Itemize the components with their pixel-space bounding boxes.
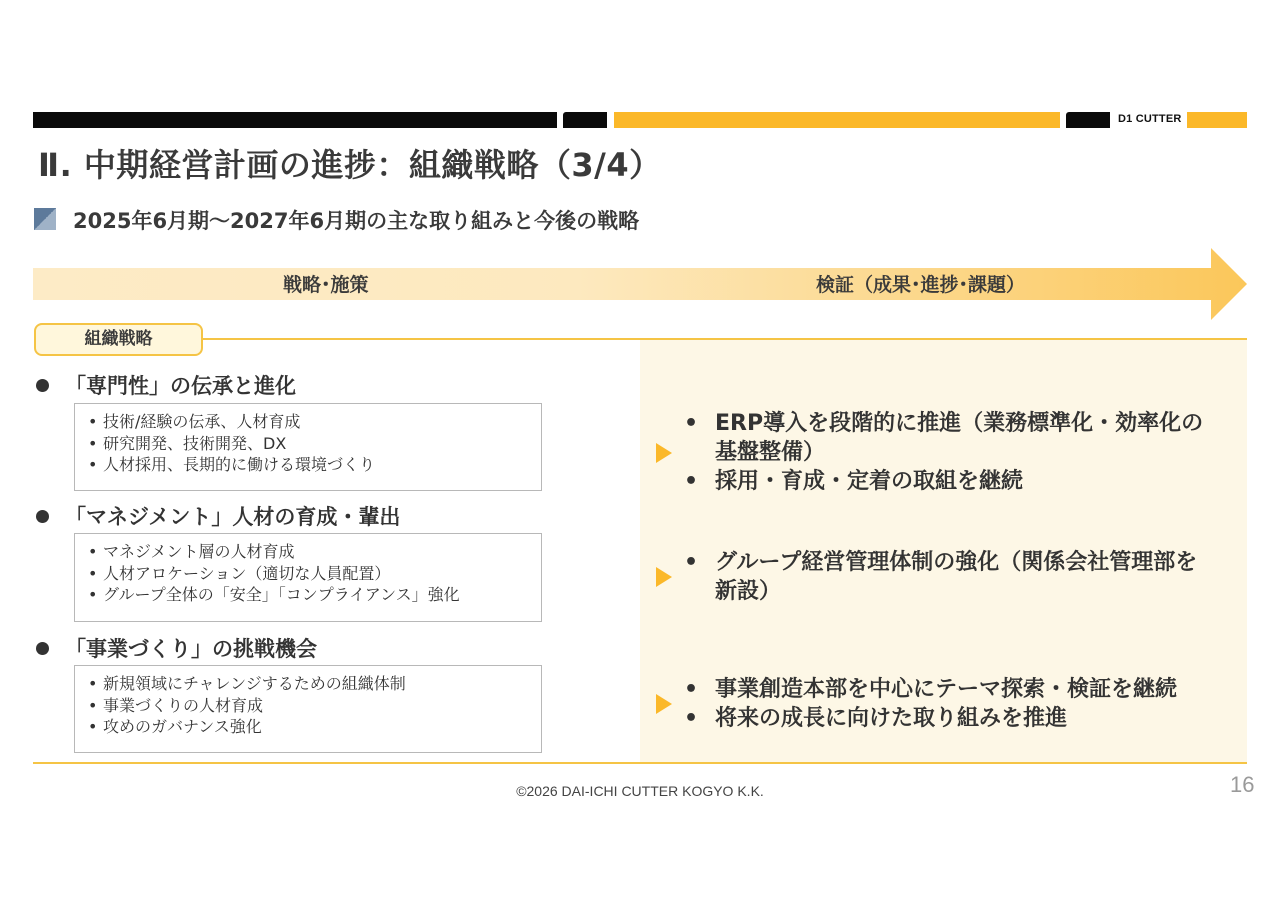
square-bullet-icon	[34, 208, 56, 230]
verification-group	[656, 672, 1241, 736]
triangle-pointer-icon	[656, 443, 672, 463]
list-item: • 攻めのガバナンス強化	[85, 716, 531, 738]
header-bar-yellow-segment	[614, 112, 1060, 128]
list-item: • グループ経営管理体制の強化（関係会社管理部を新設）	[684, 548, 1199, 606]
list-item: • マネジメント層の人材育成	[85, 541, 531, 563]
header-bar-black-segment	[33, 112, 557, 128]
verification-group	[656, 400, 1241, 505]
list-item: • 事業創造本部を中心にテーマ探索・検証を継続	[684, 675, 1241, 704]
header-bar-black-segment	[1066, 112, 1110, 128]
list-item: • ERP導入を段階的に推進（業務標準化・効率化の基盤整備）	[684, 409, 1204, 467]
list-item: • 将来の成長に向けた取り組みを推進	[684, 704, 1241, 733]
section-tag: 組織戦略	[34, 323, 203, 356]
list-item: • 人材アロケーション（適切な人員配置）	[85, 563, 531, 585]
strategy-heading-text: 「専門性」の伝承と進化	[65, 374, 296, 398]
page-number: 16	[1230, 772, 1255, 797]
verification-list	[684, 548, 1199, 606]
verification-list	[684, 409, 1204, 496]
list-item: • 研究開発、技術開発、DX	[85, 433, 531, 455]
list-item: • 技術/経験の伝承、人材育成	[85, 411, 531, 433]
company-logo: D1 CUTTER	[1118, 113, 1182, 125]
strategy-column-label: 戦略･施策	[283, 274, 369, 296]
page-subtitle: 2025年6月期～2027年6月期の主な取り組みと今後の戦略	[73, 209, 640, 233]
strategy-heading	[36, 633, 317, 663]
verification-group	[656, 542, 1241, 612]
progress-arrow-banner	[33, 248, 1247, 320]
list-item: • 人材採用、長期的に働ける環境づくり	[85, 454, 531, 476]
verification-list	[684, 675, 1241, 733]
strategy-detail-box	[74, 665, 542, 753]
bullet-dot-icon	[36, 379, 49, 392]
list-item: • グループ全体の「安全」「コンプライアンス」強化	[85, 584, 531, 606]
page-title: Ⅱ. 中期経営計画の進捗：組織戦略（3/4）	[38, 146, 662, 184]
strategy-heading	[36, 501, 400, 531]
list-item: • 採用・育成・定着の取組を継続	[684, 467, 1204, 496]
section-divider	[203, 338, 1247, 340]
strategy-heading-text: 「事業づくり」の挑戦機会	[65, 637, 317, 661]
verification-column-label: 検証（成果･進捗･課題）	[816, 274, 1026, 296]
strategy-detail-box	[74, 533, 542, 622]
copyright-footer: ©2026 DAI-ICHI CUTTER KOGYO K.K.	[516, 783, 764, 799]
list-item: • 新規領域にチャレンジするための組織体制	[85, 673, 531, 695]
list-item: • 事業づくりの人材育成	[85, 695, 531, 717]
bullet-dot-icon	[36, 510, 49, 523]
header-bar-yellow-segment	[1187, 112, 1247, 128]
strategy-heading	[36, 370, 296, 400]
triangle-pointer-icon	[656, 567, 672, 587]
header-bar-black-segment	[563, 112, 607, 128]
bottom-divider	[33, 762, 1247, 764]
triangle-pointer-icon	[656, 694, 672, 714]
bullet-dot-icon	[36, 642, 49, 655]
strategy-heading-text: 「マネジメント」人材の育成・輩出	[65, 505, 401, 529]
strategy-detail-box	[74, 403, 542, 491]
